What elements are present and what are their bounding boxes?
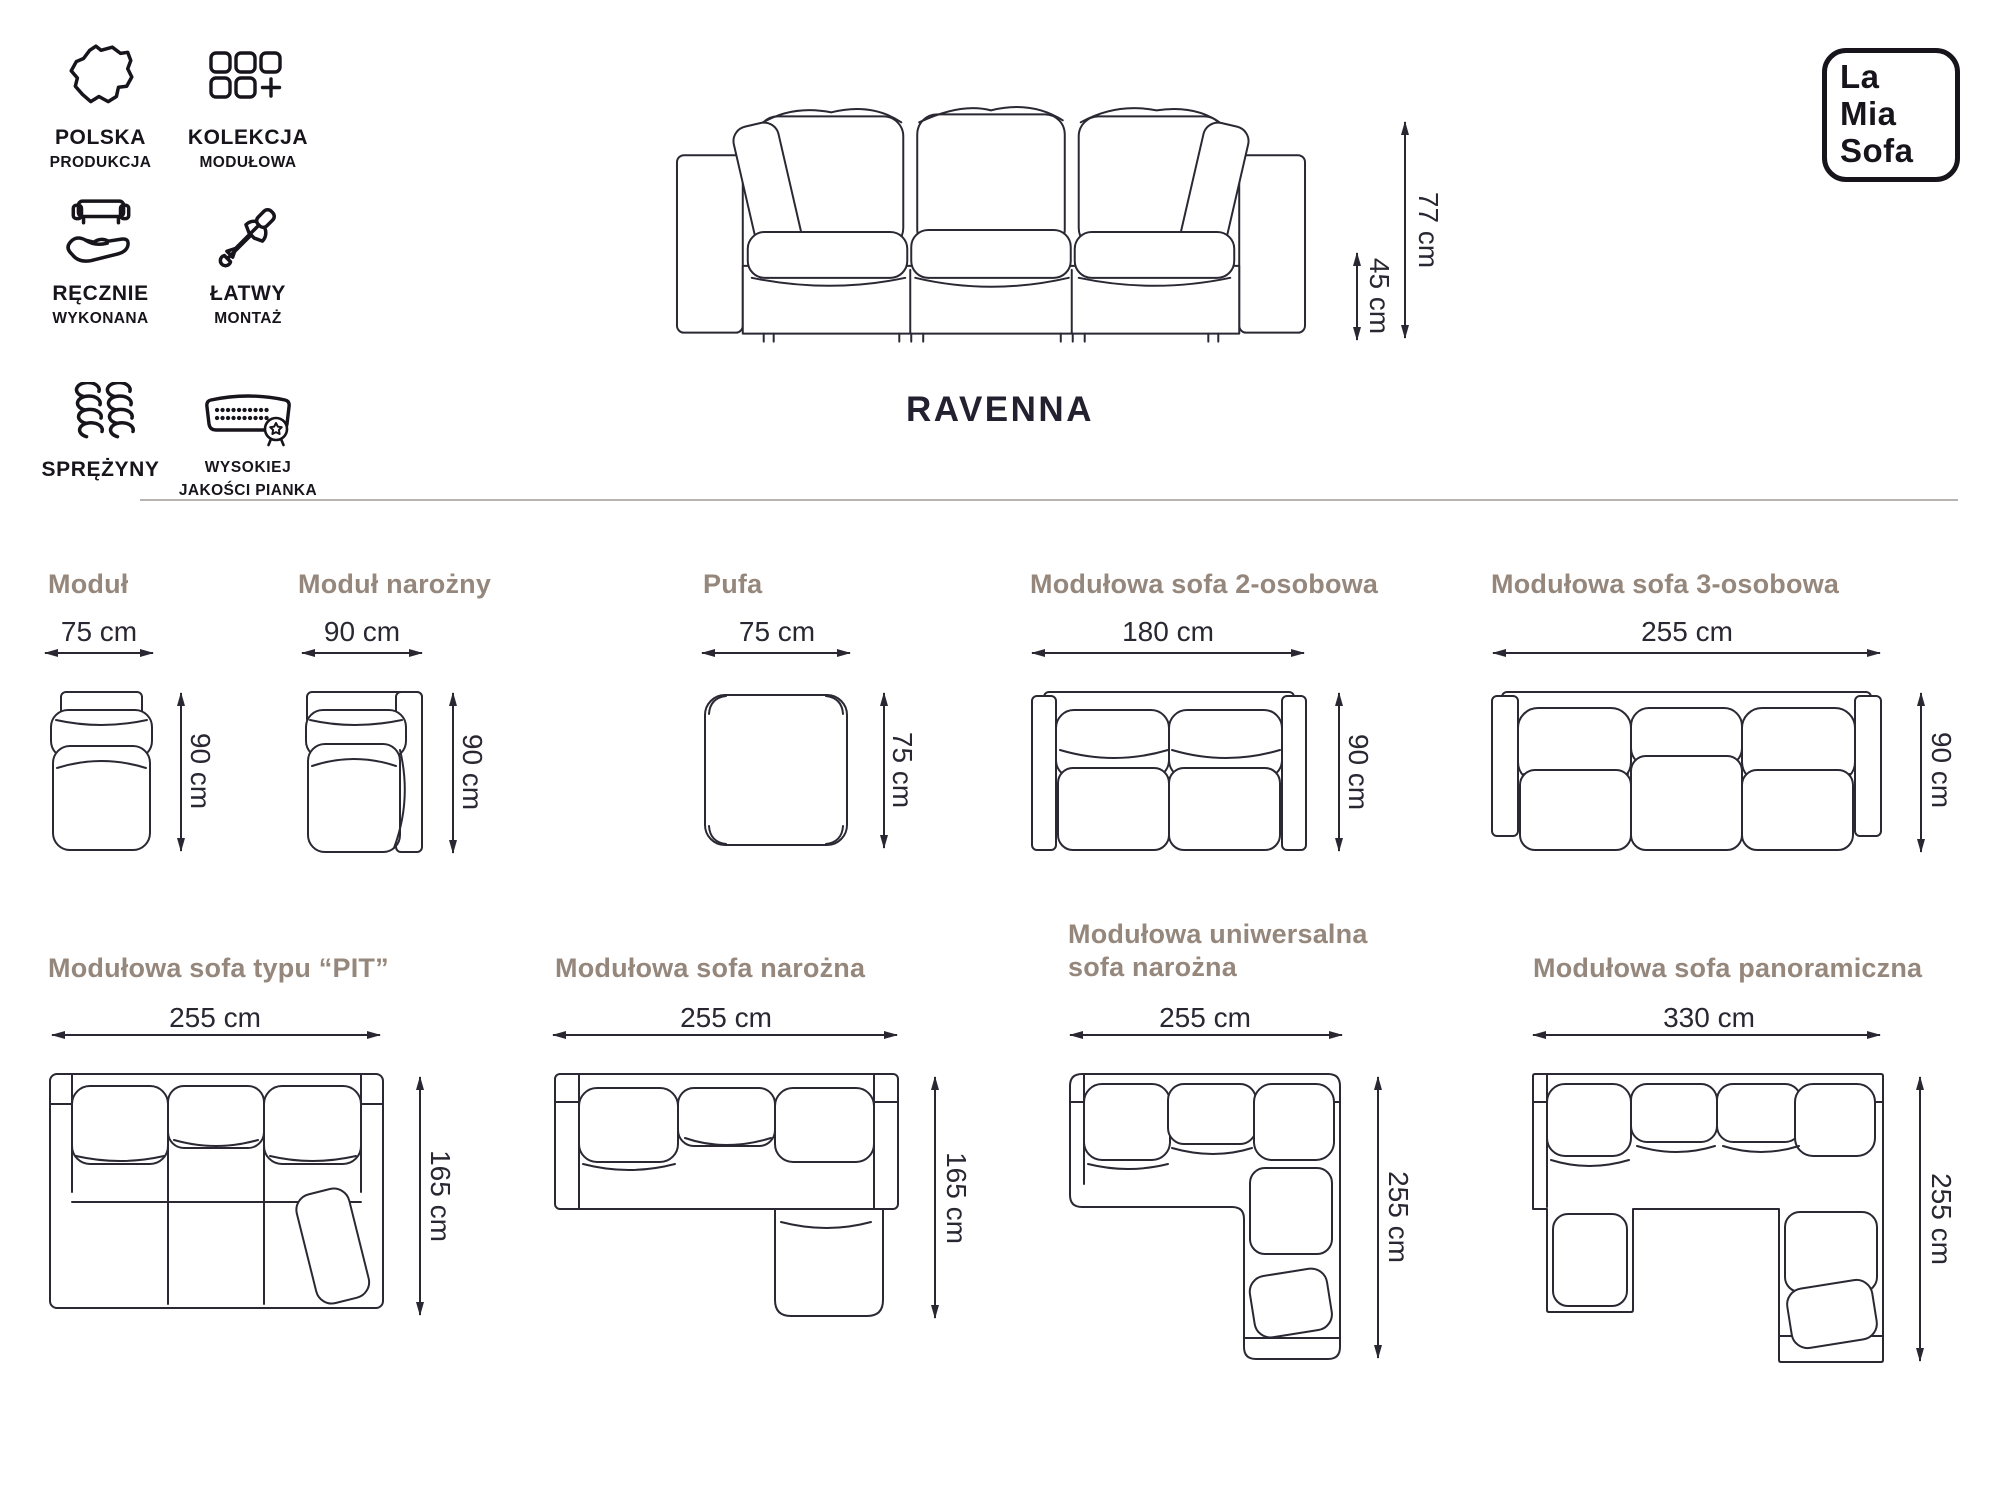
module-width-dim: 330 cm xyxy=(1663,1002,1755,1033)
depth-arrow xyxy=(1338,693,1340,851)
module-depth-dim: 90 cm xyxy=(457,733,488,811)
depth-arrow xyxy=(452,693,454,853)
feature-polska-produkcja xyxy=(23,34,178,173)
width-arrow xyxy=(45,652,153,654)
feature-label: SPRĘŻYNY xyxy=(41,458,160,481)
module-depth-dim: 255 cm xyxy=(1926,1173,1957,1265)
tools-icon xyxy=(168,190,328,272)
sofa-front-view-drawing xyxy=(672,98,1310,346)
feature-label: RĘCZNIE xyxy=(52,282,149,305)
width-arrow xyxy=(1032,652,1304,654)
depth-arrow xyxy=(1919,1077,1921,1361)
width-arrow xyxy=(1533,1034,1880,1036)
foam-quality-icon xyxy=(168,366,328,448)
module-depth-dim: 90 cm xyxy=(1926,731,1957,809)
module-top-view xyxy=(553,1072,900,1318)
module-label: Moduł narożny xyxy=(298,569,492,599)
feature-label: POLSKA xyxy=(54,126,147,149)
module-top-view xyxy=(304,690,425,855)
module-top-view xyxy=(1531,1072,1885,1364)
hero-seat-height-arrow xyxy=(1356,253,1358,340)
module-label: Modułowa sofa narożna xyxy=(555,953,866,983)
module-label: Modułowa sofa 2-osobowa xyxy=(1030,569,1379,599)
module-label: Moduł xyxy=(48,569,129,599)
feature-recznie-wykonana xyxy=(23,190,178,329)
module-width-dim: 255 cm xyxy=(1641,616,1733,647)
depth-arrow xyxy=(883,693,885,848)
module-width-dim: 90 cm xyxy=(323,616,401,647)
module-top-view xyxy=(48,690,155,853)
poland-map-icon xyxy=(23,34,178,116)
module-width-dim: 75 cm xyxy=(738,616,816,647)
handmade-sofa-icon xyxy=(23,190,178,272)
hero-total-height-dim: 77 cm xyxy=(1413,191,1444,269)
feature-sublabel: PRODUKCJA xyxy=(49,154,152,171)
feature-latwy-montaz xyxy=(168,190,328,329)
module-label: Modułowa sofa panoramiczna xyxy=(1533,953,1923,983)
width-arrow xyxy=(1493,652,1880,654)
module-width-dim: 255 cm xyxy=(1159,1002,1251,1033)
module-label: Modułowa sofa typu “PIT” xyxy=(48,953,389,983)
springs-icon xyxy=(23,366,178,448)
depth-arrow xyxy=(1377,1077,1379,1358)
width-arrow xyxy=(553,1034,897,1036)
feature-pianka xyxy=(168,366,328,501)
module-top-view xyxy=(1490,690,1883,853)
brand-line-3: Sofa xyxy=(1840,132,1914,169)
module-top-view xyxy=(700,690,852,850)
module-width-dim: 180 cm xyxy=(1122,616,1214,647)
depth-arrow xyxy=(934,1077,936,1318)
feature-sprezyny xyxy=(23,366,178,484)
module-label: Modułowa uniwersalna sofa narożna xyxy=(1068,919,1368,982)
width-arrow xyxy=(302,652,422,654)
module-width-dim: 75 cm xyxy=(60,616,138,647)
module-label: Modułowa sofa 3-osobowa xyxy=(1491,569,1840,599)
depth-arrow xyxy=(419,1077,421,1315)
width-arrow xyxy=(702,652,850,654)
brand-line-1: La xyxy=(1840,58,1880,95)
feature-label: KOLEKCJA xyxy=(187,126,309,149)
feature-sublabel: WYKONANA xyxy=(52,310,149,327)
module-width-dim: 255 cm xyxy=(169,1002,261,1033)
feature-label: ŁATWY xyxy=(209,282,287,305)
width-arrow xyxy=(52,1034,380,1036)
module-top-view xyxy=(1030,690,1308,853)
feature-sublabel: JAKOŚCI PIANKA xyxy=(178,482,318,499)
module-depth-dim: 165 cm xyxy=(941,1152,972,1244)
depth-arrow xyxy=(180,693,182,851)
hero-total-height-arrow xyxy=(1404,122,1406,338)
width-arrow xyxy=(1070,1034,1342,1036)
hero-seat-height-dim: 45 cm xyxy=(1364,257,1395,335)
feature-kolekcja-modulowa xyxy=(168,34,328,173)
module-top-view xyxy=(1068,1072,1342,1361)
product-name: RAVENNA xyxy=(906,390,1094,429)
modular-grid-icon xyxy=(168,34,328,116)
module-width-dim: 255 cm xyxy=(680,1002,772,1033)
depth-arrow xyxy=(1920,693,1922,852)
module-label: Pufa xyxy=(703,569,763,599)
section-divider xyxy=(140,499,1958,501)
module-depth-dim: 75 cm xyxy=(887,731,918,809)
module-depth-dim: 90 cm xyxy=(1343,733,1374,811)
brand-logo xyxy=(1822,48,1960,182)
module-depth-dim: 255 cm xyxy=(1383,1171,1414,1263)
feature-sublabel: MODUŁOWA xyxy=(199,154,297,171)
module-depth-dim: 90 cm xyxy=(185,732,216,810)
module-top-view xyxy=(48,1072,385,1310)
feature-sublabel: MONTAŻ xyxy=(214,310,282,327)
brand-line-2: Mia xyxy=(1840,95,1897,132)
module-depth-dim: 165 cm xyxy=(425,1150,456,1242)
feature-label: WYSOKIEJ xyxy=(204,459,292,476)
